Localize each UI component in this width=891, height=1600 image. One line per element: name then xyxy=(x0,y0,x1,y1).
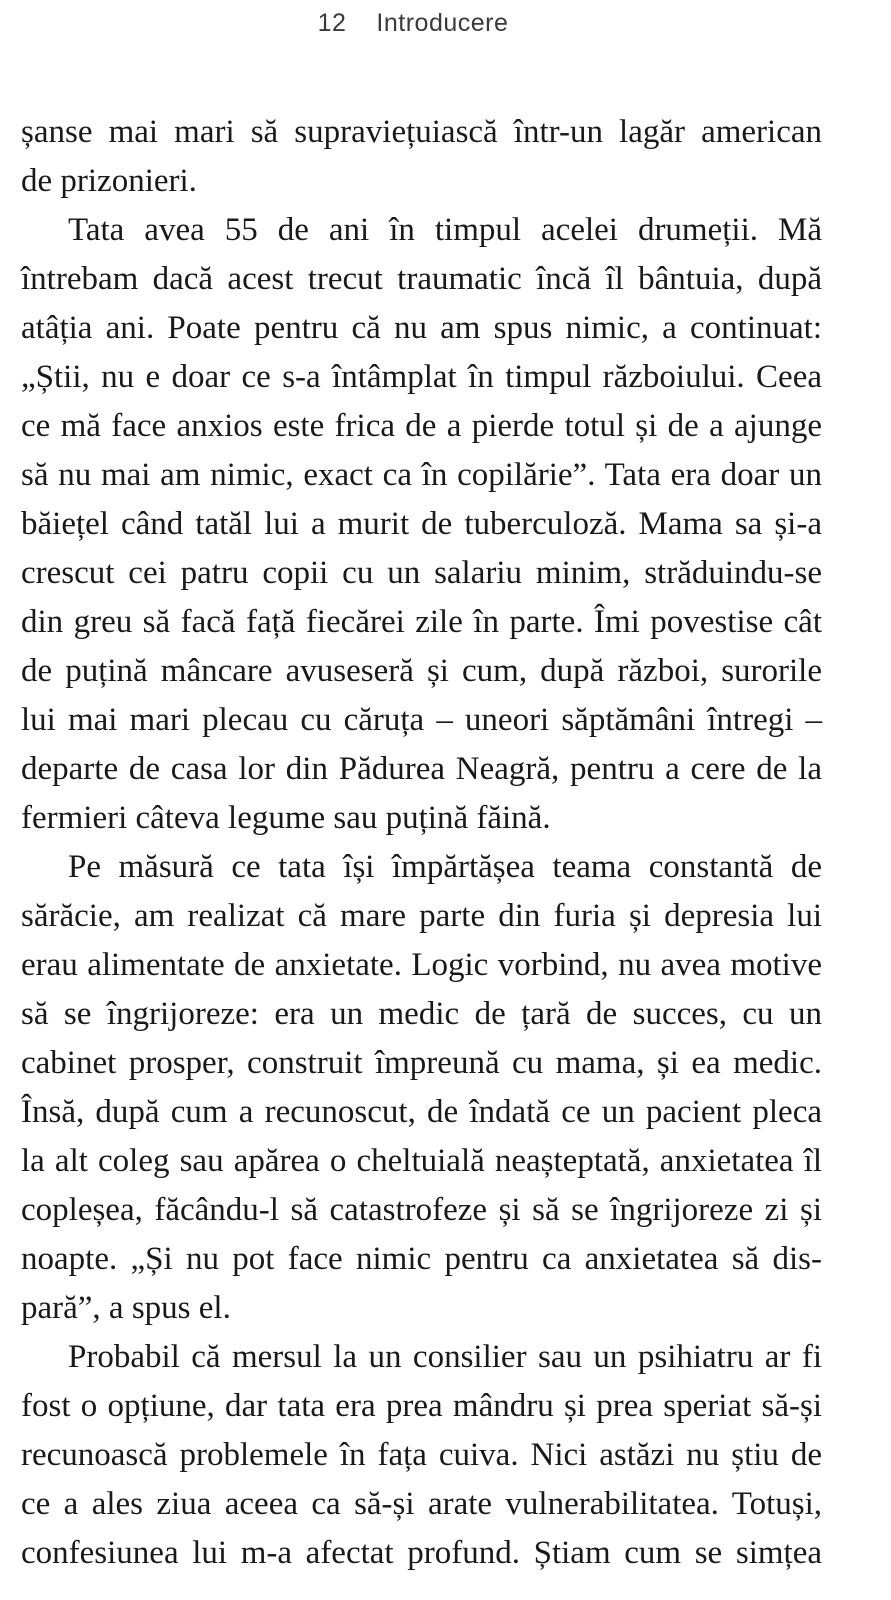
text-line: Probabil că mersul la un consilier sau un psihiatru ar fi xyxy=(68,1339,822,1375)
text-line: din greu să facă față fiecărei zile în parte. Îmi povestise cât xyxy=(21,604,822,640)
text-line: fost o opțiune, dar tata era prea mândru și prea speriat să-și xyxy=(21,1388,822,1424)
text-line: copleșea, făcându-l să catastrofeze și să se îngrijoreze zi și xyxy=(21,1192,822,1228)
text-line: atâția ani. Poate pentru că nu am spus nimic, a continuat: xyxy=(21,310,822,346)
text-line: băiețel când tatăl lui a murit de tuberculoză. Mama sa și-a xyxy=(21,506,822,542)
text-line: de puțină mâncare avuseseră și cum, după război, surorile xyxy=(21,653,822,689)
running-header xyxy=(0,9,826,38)
text-line: Tata avea 55 de ani în timpul acelei drumeții. Mă xyxy=(68,212,822,248)
text-line: fermieri câteva legume sau puțină făină. xyxy=(21,800,551,836)
text-line: șanse mai mari să supraviețuiască într-un lagăr american xyxy=(21,114,822,150)
text-line: Însă, după cum a recunoscut, de îndată ce un pacient pleca xyxy=(21,1094,822,1130)
chapter-title: Introducere xyxy=(376,9,509,37)
text-line: Pe măsură ce tata își împărtășea teama constantă de xyxy=(68,849,822,885)
page-number: 12 xyxy=(317,9,347,37)
text-line: ce a ales ziua aceea ca să-și arate vulnerabilitatea. Totuși, xyxy=(21,1486,822,1522)
text-line: cabinet prosper, construit împreună cu mama, și ea medic. xyxy=(21,1045,822,1081)
text-line: crescut cei patru copii cu un salariu minim, străduindu-se xyxy=(21,555,822,591)
text-line: să nu mai am nimic, exact ca în copilărie”. Tata era doar un xyxy=(21,457,822,493)
text-line: la alt coleg sau apărea o cheltuială neașteptată, anxietatea îl xyxy=(21,1143,822,1179)
body-text-block xyxy=(21,108,822,1578)
text-line: noapte. „Și nu pot face nimic pentru ca anxietatea să dis- xyxy=(21,1241,822,1277)
text-line: „Știi, nu e doar ce s-a întâmplat în timpul războiului. Ceea xyxy=(21,359,822,395)
text-line: erau alimentate de anxietate. Logic vorbind, nu avea motive xyxy=(21,947,822,983)
text-line: ce mă face anxios este frica de a pierde totul și de a ajunge xyxy=(21,408,822,444)
text-line: recunoască problemele în fața cuiva. Nici astăzi nu știu de xyxy=(21,1437,822,1473)
text-line: sărăcie, am realizat că mare parte din furia și depresia lui xyxy=(21,898,822,934)
text-line: să se îngrijoreze: era un medic de țară de succes, cu un xyxy=(21,996,822,1032)
text-line: întrebam dacă acest trecut traumatic încă îl bântuia, după xyxy=(21,261,822,297)
text-line: confesiunea lui m-a afectat profund. Știam cum se simțea xyxy=(21,1535,822,1571)
text-line: pară”, a spus el. xyxy=(21,1290,231,1326)
text-line: lui mai mari plecau cu căruța – uneori săptămâni întregi – xyxy=(21,702,822,738)
text-line: departe de casa lor din Pădurea Neagră, pentru a cere de la xyxy=(21,751,822,787)
text-line: de prizonieri. xyxy=(21,163,197,199)
